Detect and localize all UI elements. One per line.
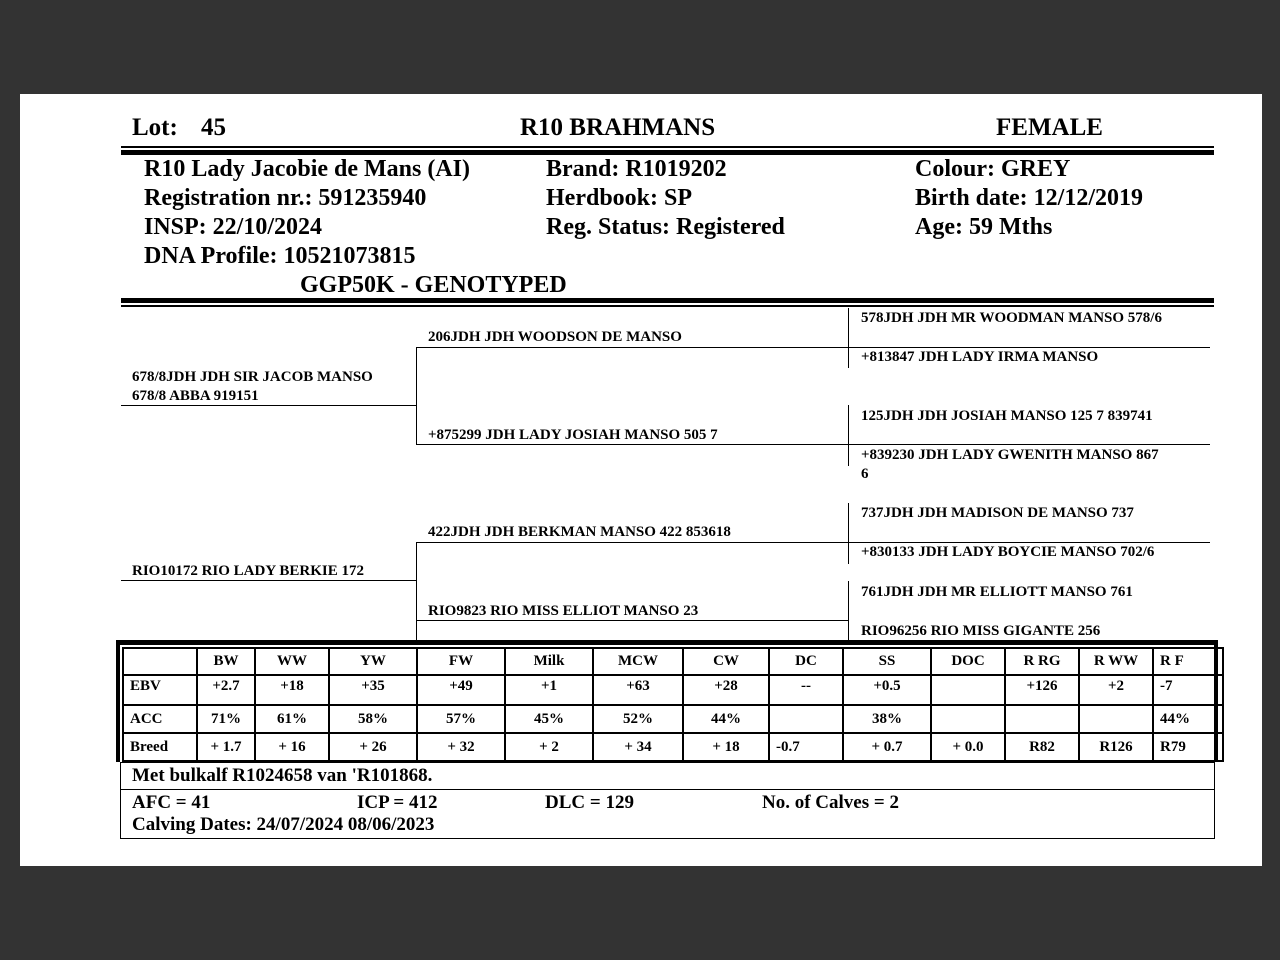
age: Age: 59 Mths	[915, 214, 1053, 240]
brand: Brand: R1019202	[546, 156, 727, 182]
row-label: EBV	[123, 675, 197, 705]
cell: +28	[683, 675, 769, 705]
colour: Colour: GREY	[915, 156, 1071, 182]
calf-note-box	[120, 762, 1215, 790]
cell: +18	[255, 675, 329, 705]
dam-sire-name: 422JDH JDH BERKMAN MANSO 422 853618	[428, 524, 731, 540]
ggp-8: RIO96256 RIO MISS GIGANTE 256	[861, 623, 1101, 639]
cell: +49	[417, 675, 505, 705]
dam-dam-line	[416, 620, 848, 621]
col-bw: BW	[197, 648, 255, 675]
cell: +1	[505, 675, 593, 705]
cell	[931, 675, 1005, 705]
col-rww: R WW	[1079, 648, 1153, 675]
corner-cell	[123, 648, 197, 675]
cell	[1079, 705, 1153, 733]
genotype-status: GGP50K - GENOTYPED	[300, 272, 567, 298]
cell	[1005, 705, 1079, 733]
info-rule-thin	[121, 305, 1214, 307]
cell: 52%	[593, 705, 683, 733]
lot-label: Lot:	[132, 114, 178, 141]
calving-dates: Calving Dates: 24/07/2024 08/06/2023	[132, 814, 435, 835]
bracket-2	[848, 405, 849, 466]
ggp-7: 761JDH JDH MR ELLIOTT MANSO 761	[861, 584, 1133, 600]
cell: 57%	[417, 705, 505, 733]
header-rule-thin	[121, 146, 1214, 148]
col-ww: WW	[255, 648, 329, 675]
table-row	[123, 733, 1223, 761]
cell: + 18	[683, 733, 769, 761]
dam-sire-line	[416, 542, 848, 543]
col-rf: R F	[1153, 648, 1223, 675]
ggp-4-cont: 6	[861, 466, 869, 482]
cell: + 2	[505, 733, 593, 761]
cell: 71%	[197, 705, 255, 733]
cell: 44%	[683, 705, 769, 733]
cell: +35	[329, 675, 417, 705]
sire-dam-line	[416, 444, 848, 445]
sire-sire-name: 206JDH JDH WOODSON DE MANSO	[428, 329, 682, 345]
table-row	[123, 675, 1223, 705]
ggp-2: +813847 JDH LADY IRMA MANSO	[861, 349, 1099, 365]
cell	[769, 705, 843, 733]
sire-sire-line	[416, 347, 848, 348]
table-row	[123, 705, 1223, 733]
cell: +2.7	[197, 675, 255, 705]
dam-bracket	[416, 542, 417, 640]
col-dc: DC	[769, 648, 843, 675]
sire-line	[121, 405, 416, 406]
afc: AFC = 41	[132, 792, 211, 813]
cell: R126	[1079, 733, 1153, 761]
col-cw: CW	[683, 648, 769, 675]
col-ss: SS	[843, 648, 931, 675]
dna-profile: DNA Profile: 10521073815	[144, 243, 416, 269]
ggp-4: +839230 JDH LADY GWENITH MANSO 867	[861, 447, 1159, 463]
ggp-5: 737JDH JDH MADISON DE MANSO 737	[861, 505, 1134, 521]
cell: + 16	[255, 733, 329, 761]
sex: FEMALE	[996, 114, 1103, 141]
cell: +63	[593, 675, 683, 705]
sire-name: 678/8JDH JDH SIR JACOB MANSO	[132, 369, 373, 385]
registration-status: Reg. Status: Registered	[546, 214, 785, 240]
cell: -7	[1153, 675, 1223, 705]
row-label: Breed	[123, 733, 197, 761]
ggp-1: 578JDH JDH MR WOODMAN MANSO 578/6	[861, 310, 1162, 326]
ebv-table	[122, 647, 1224, 762]
animal-name: R10 Lady Jacobie de Mans (AI)	[144, 156, 471, 182]
ggp-3: 125JDH JDH JOSIAH MANSO 125 7 839741	[861, 408, 1153, 424]
herd-name: R10 BRAHMANS	[520, 114, 716, 141]
cell: 44%	[1153, 705, 1223, 733]
icp: ICP = 412	[357, 792, 438, 813]
sire-dam-name: +875299 JDH LADY JOSIAH MANSO 505 7	[428, 427, 718, 443]
registration-number: Registration nr.: 591235940	[144, 185, 427, 211]
number-of-calves: No. of Calves = 2	[762, 792, 899, 813]
herdbook: Herdbook: SP	[546, 185, 693, 211]
cell: +0.5	[843, 675, 931, 705]
cell: 45%	[505, 705, 593, 733]
cell: --	[769, 675, 843, 705]
inspection-date: INSP: 22/10/2024	[144, 214, 323, 240]
cell: 38%	[843, 705, 931, 733]
cell: + 1.7	[197, 733, 255, 761]
col-mcw: MCW	[593, 648, 683, 675]
ebv-frame-top	[116, 640, 1218, 645]
row-label: ACC	[123, 705, 197, 733]
dlc: DLC = 129	[545, 792, 634, 813]
cell: +2	[1079, 675, 1153, 705]
sire-bracket	[416, 347, 417, 445]
cell: R82	[1005, 733, 1079, 761]
col-yw: YW	[329, 648, 417, 675]
cell: 61%	[255, 705, 329, 733]
ebv-header-row	[123, 648, 1223, 675]
dam-name: RIO10172 RIO LADY BERKIE 172	[132, 563, 364, 579]
bracket-4	[848, 581, 849, 642]
ggp-line-2	[848, 444, 1210, 445]
cell: 58%	[329, 705, 417, 733]
cell: + 34	[593, 733, 683, 761]
header-rule-thick	[121, 150, 1214, 155]
bracket-1	[848, 308, 849, 368]
col-fw: FW	[417, 648, 505, 675]
cell: R79	[1153, 733, 1223, 761]
catalogue-page	[20, 94, 1262, 866]
cell	[931, 705, 1005, 733]
reproduction-box	[120, 789, 1215, 839]
cell: + 26	[329, 733, 417, 761]
col-doc: DOC	[931, 648, 1005, 675]
cell: +126	[1005, 675, 1079, 705]
cell: -0.7	[769, 733, 843, 761]
cell: + 32	[417, 733, 505, 761]
cell: + 0.0	[931, 733, 1005, 761]
info-rule-thick	[121, 298, 1214, 303]
col-rrg: R RG	[1005, 648, 1079, 675]
calf-note: Met bulkalf R1024658 van 'R101868.	[132, 765, 433, 786]
lot-number: 45	[201, 114, 226, 141]
col-milk: Milk	[505, 648, 593, 675]
bracket-3	[848, 503, 849, 564]
dam-dam-name: RIO9823 RIO MISS ELLIOT MANSO 23	[428, 603, 699, 619]
ebv-frame-left	[116, 640, 120, 762]
cell: + 0.7	[843, 733, 931, 761]
sire-registration: 678/8 ABBA 919151	[132, 388, 259, 404]
birth-date: Birth date: 12/12/2019	[915, 185, 1143, 211]
ggp-6: +830133 JDH LADY BOYCIE MANSO 702/6	[861, 544, 1155, 560]
dam-line	[121, 580, 416, 581]
